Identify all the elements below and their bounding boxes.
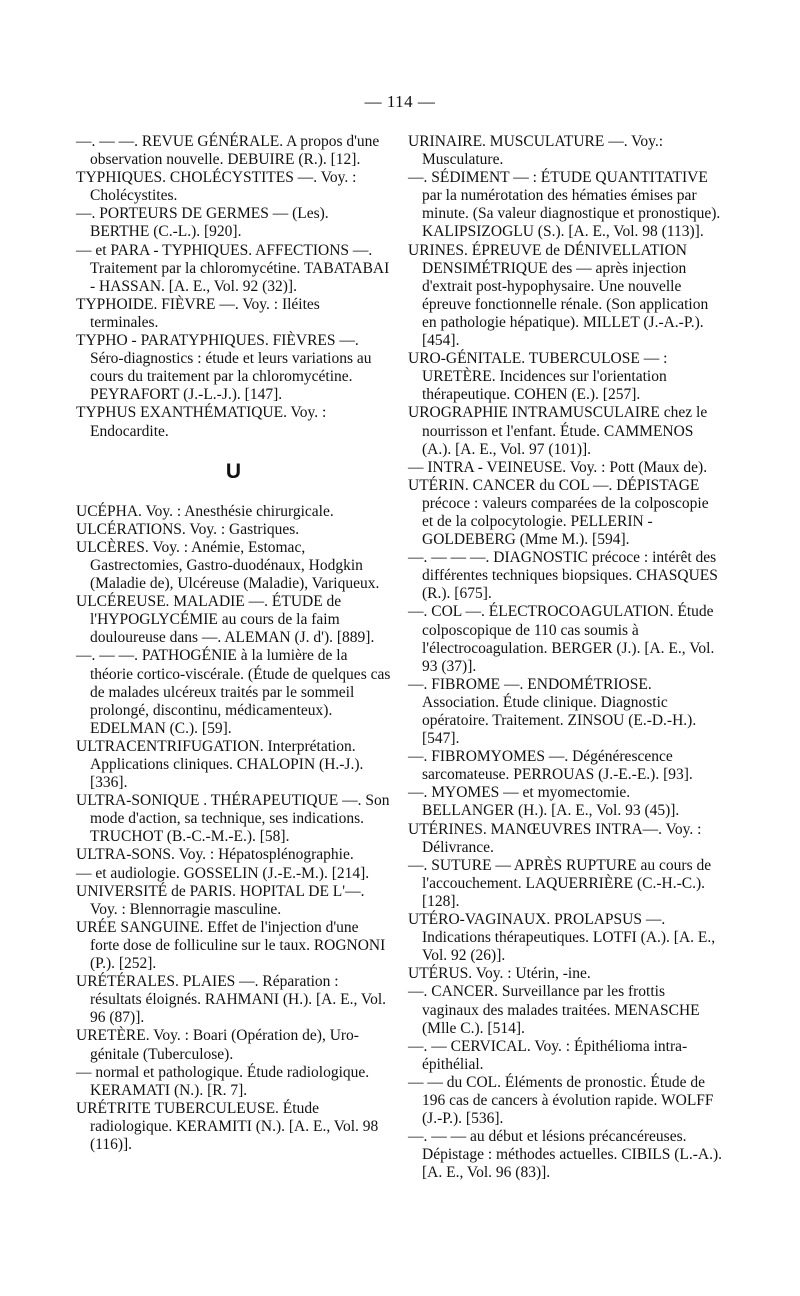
index-entry: ULCÈRES. Voy. : Anémie, Estomac, Gastrectomies, Gastro-duodénaux, Hodgkin (Maladie de), Ulcéreuse (Maladie), Variqueux. — [76, 538, 380, 593]
index-entry: —. — —. REVUE GÉNÉRALE. A propos d'une observation nouvelle. DEBUIRE (R.). [12]. — [76, 133, 380, 169]
index-entry: URINAIRE. MUSCULATURE —. Voy.: Musculature. — [408, 133, 664, 169]
index-entry: UROGRAPHIE INTRAMUSCULAIRE chez le nourrisson et l'enfant. Étude. CAMMENOS (A.). [A. E., Vol. 97 (101)]. — [408, 404, 708, 458]
index-entry: — normal et pathologique. Étude radiologique. KERAMATI (N.). [R. 7]. — [76, 1063, 370, 1099]
left-column — [76, 133, 391, 1154]
index-entry: —. FIBROME —. ENDOMÉTRIOSE. Association. Étude clinique. Diagnostic opératoire. Traitement. ZINSOU (E.-D.-H.). [547]. — [408, 675, 697, 748]
index-entry: —. — — —. DIAGNOSTIC précoce : intérêt des différentes techniques biopsiques. CHASQUES (R.). [675]. — [408, 549, 718, 603]
index-entry: URO-GÉNITALE. TUBERCULOSE — : URETÈRE. Incidences sur l'orientation thérapeutique. COHEN (E.). [257]. — [408, 350, 668, 404]
index-entry: —. — —. PATHOGÉNIE à la lumière de la théorie cortico-viscérale. (Étude de quelques cas de malades ulcéreux traités par le sommeil prolongé, discontinu, médicamenteux). EDELMAN (C.). [59]. — [76, 647, 391, 737]
index-entry: ULTRACENTRIFUGATION. Interprétation. Applications cliniques. CHALOPIN (H.-J.). [336]. — [76, 737, 364, 792]
index-entry: TYPHUS EXANTHÉMATIQUE. Voy. : Endocardite. — [76, 404, 327, 440]
index-entry: URETÈRE. Voy. : Boari (Opération de), Uro-génitale (Tuberculose). — [76, 1027, 359, 1063]
index-entry: —. FIBROMYOMES —. Dégénérescence sarcomateuse. PERROUAS (J.-E.-E.). [93]. — [408, 748, 693, 784]
index-entry: UNIVERSITÉ de PARIS. HOPITAL DE L'—. Voy. : Blennorragie masculine. — [76, 882, 365, 918]
index-entry: — INTRA - VEINEUSE. Voy. : Pott (Maux de). — [408, 458, 708, 476]
index-entry: TYPHIQUES. CHOLÉCYSTITES —. Voy. : Cholécystites. — [76, 169, 357, 205]
index-entry: TYPHOIDE. FIÈVRE —. Voy. : Iléites terminales. — [76, 295, 320, 331]
index-entry: TYPHO - PARATYPHIQUES. FIÈVRES —. Séro-diagnostics : étude et leurs variations au cours du traitement par la chloromycétine. PEYRAFORT (J.-L.-J.). [147]. — [76, 332, 372, 404]
index-entry: ULCÉREUSE. MALADIE —. ÉTUDE de l'HYPOGLYCÉMIE au cours de la faim douloureuse dans —. ALEMAN (J. d'). [889]. — [76, 593, 375, 647]
page-number: — 114 — — [364, 92, 436, 111]
index-entry: URÉE SANGUINE. Effet de l'injection d'une forte dose de folliculine sur le taux. ROGNONI (P.). [252]. — [76, 918, 386, 973]
index-entry: UCÉPHA. Voy. : Anesthésie chirurgicale. — [76, 502, 334, 520]
index-entry: —. — — au début et lésions précancéreuses. Dépistage : méthodes actuelles. CIBILS (L.-A.). [A. E., Vol. 96 (83)]. — [408, 1128, 723, 1182]
index-entry: UTÉRUS. Voy. : Utérin, -ine. — [408, 965, 591, 983]
index-entry: ULTRA-SONS. Voy. : Hépatosplénographie. — [76, 846, 354, 864]
index-entry: —. SUTURE — APRÈS RUPTURE au cours de l'accouchement. LAQUERRIÈRE (C.-H.-C.). [128]. — [408, 856, 712, 910]
index-entry: UTÉRO-VAGINAUX. PROLAPSUS —. Indications thérapeutiques. LOTFI (A.). [A. E., Vol. 92 (26)]. — [408, 911, 716, 965]
index-entry: UTÉRINES. MANŒUVRES INTRA—. Voy. : Délivrance. — [408, 820, 702, 856]
index-entry: ULTRA-SONIQUE . THÉRAPEUTIQUE —. Son mode d'action, sa technique, ses indications. TRUCHOT (B.-C.-M.-E.). [58]. — [76, 792, 390, 846]
index-entry: —. SÉDIMENT — : ÉTUDE QUANTITATIVE par la numérotation des hématies émises par minute. (Sa valeur diagnostique et pronostique). KALIPSIZOGLU (S.). [A. E., Vol. 98 (113)]. — [408, 169, 721, 241]
index-entry: URÉTÉRALES. PLAIES —. Réparation : résultats éloignés. RAHMANI (H.). [A. E., Vol. 96 (87)]. — [76, 973, 387, 1027]
index-entry: —. COL —. ÉLECTROCOAGULATION. Étude colposcopique de 110 cas soumis à l'électrocoagulation. BERGER (J.). [A. E., Vol. 93 (37)]. — [408, 603, 715, 675]
index-entry: ULCÉRATIONS. Voy. : Gastriques. — [76, 520, 300, 538]
index-entry: — — du COL. Éléments de pronostic. Étude de 196 cas de cancers à évolution rapide. WOLFF (J.-P.). [536]. — [408, 1073, 714, 1128]
index-entry: — et audiologie. GOSSELIN (J.-E.-M.). [214]. — [76, 864, 370, 882]
index-entry: UTÉRIN. CANCER du COL —. DÉPISTAGE précoce : valeurs comparées de la colposcopie et de la colpocytologie. PELLERIN - GOLDEBERG (Mme M.). [594]. — [408, 476, 709, 549]
index-entry: —. — CERVICAL. Voy. : Épithélioma intra-épithélial. — [408, 1037, 688, 1073]
index-entry: URÉTRITE TUBERCULEUSE. Étude radiologique. KERAMITI (N.). [A. E., Vol. 98 (116)]. — [76, 1099, 379, 1153]
index-entry: —. PORTEURS DE GERMES — (Les). BERTHE (C.-L.). [920]. — [76, 205, 329, 241]
index-entry: —. CANCER. Surveillance par les frottis vaginaux des malades traitées. MENASCHE (Mlle C.). [514]. — [408, 983, 700, 1037]
index-entry: — et PARA - TYPHIQUES. AFFECTIONS —. Traitement par la chloromycétine. TABATABAI - HASSAN. [A. E., Vol. 92 (32)]. — [76, 241, 390, 295]
right-column — [408, 133, 723, 1182]
index-entry: —. MYOMES — et myomectomie. BELLANGER (H.). [A. E., Vol. 93 (45)]. — [408, 784, 680, 820]
index-entry: URINES. ÉPREUVE de DÉNIVELLATION DENSIMÉTRIQUE des — après injection d'extrait post-hypophysaire. Une nouvelle épreuve fonctionnelle rénale. (Son application en pathologie hépatique). MILLET (J.-A.-P.). [454]. — [408, 241, 709, 350]
section-letter-heading: U — [225, 459, 242, 483]
